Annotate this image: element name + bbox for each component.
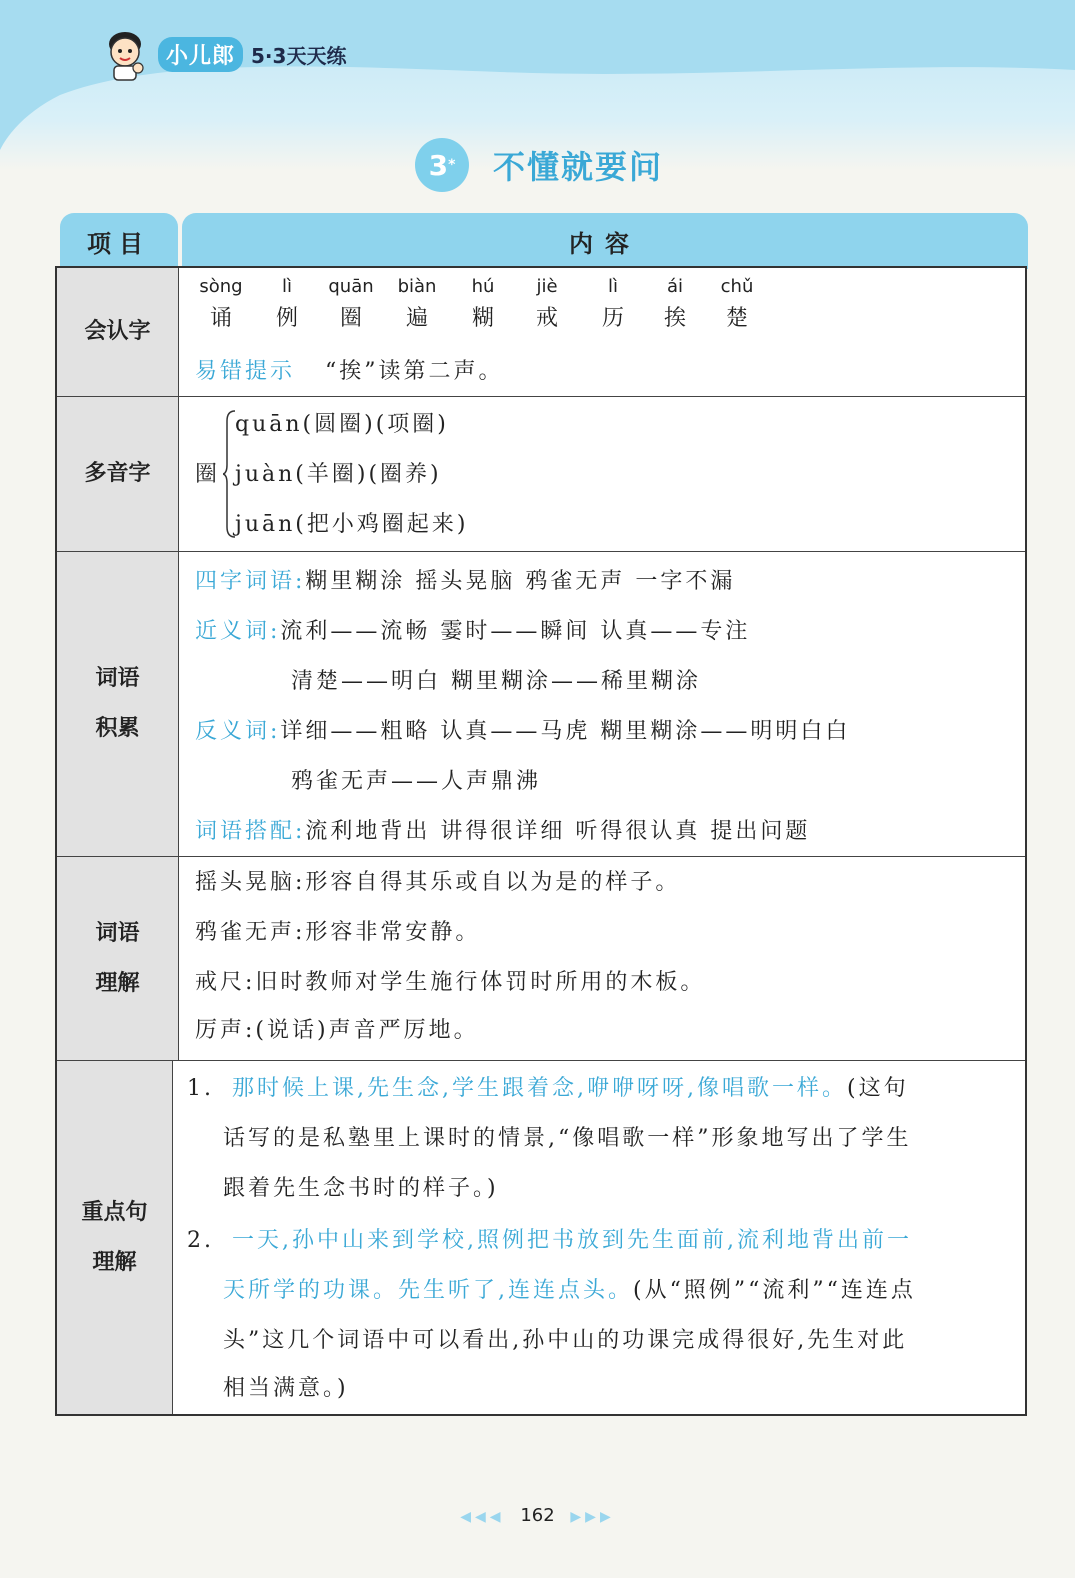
row-meaning [57,857,1025,1061]
lesson-number-mark: * [448,157,456,173]
char-pinyin: lì [607,276,618,297]
tip-text: “挨”读第二声。 [325,359,504,384]
mascot-icon [100,26,150,82]
literacy-content [195,268,1015,396]
right-arrows-icon: ▶▶▶ [570,1509,615,1525]
row-label [57,1061,173,1414]
row-label-text: 词语 [95,666,140,691]
column-header-item: 项目 [60,213,178,269]
tip-label: 易错提示 [195,359,296,384]
meaning-item: 摇头晃脑:形容自得其乐或自以为是的样子。 [195,870,681,895]
sentence-quote: 一天,孙中山来到学校,照例把书放到先生面前,流利地背出前一 [232,1228,912,1253]
row-label [57,857,179,1060]
literacy-char [583,276,643,332]
collocation-label: 词语搭配: [195,819,306,844]
sentence-number: 2. [187,1228,214,1253]
row-label-text: 积累 [95,716,140,741]
char-hanzi: 挨 [663,306,686,331]
row-label-text: 会认字 [84,319,151,344]
char-hanzi: 例 [275,306,298,331]
collocation-text: 流利地背出 讲得很详细 听得很认真 提出问题 [305,819,811,844]
char-hanzi: 戒 [535,306,558,331]
literacy-char [517,276,577,332]
char-pinyin: jiè [536,276,558,297]
meaning-item: 戒尺:旧时教师对学生施行体罚时所用的木板。 [195,970,706,995]
sentence-number: 1. [187,1076,214,1101]
synonym-text: 流利——流畅 霎时——瞬间 认真——专注 [280,619,751,644]
row-label-text: 多音字 [84,461,151,486]
meaning-item: 鸦雀无声:形容非常安静。 [195,920,481,945]
column-header-content: 内容 [182,213,1028,269]
row-label-text: 理解 [92,1249,137,1275]
row-literacy [57,268,1025,397]
literacy-char [453,276,513,332]
sentence-note: 头”这几个词语中可以看出,孙中山的功课完成得很好,先生对此 [223,1328,908,1353]
char-hanzi: 遍 [405,306,428,331]
polyphone-reading: juān(把小鸡圈起来) [235,512,469,537]
literacy-char [191,276,251,332]
lesson-title [415,140,663,190]
literacy-char [645,276,705,332]
row-label [57,552,179,856]
row-polyphone [57,397,1025,552]
table-header [60,213,1028,269]
brand-text: 5·3天天练 [251,43,347,68]
polyphone-content [195,397,1015,551]
sentence-2-line-1 [187,1223,912,1254]
char-pinyin: hú [471,276,495,297]
brand-logo: 小儿郎 [158,37,243,72]
collocation-line [195,814,810,845]
lesson-name: 不懂就要问 [493,148,664,186]
antonym-text: 详细——粗略 认真——马虎 糊里糊涂——明明白白 [280,719,851,744]
four-char-text: 糊里糊涂 摇头晃脑 鸦雀无声 一字不漏 [305,569,736,594]
four-char-line [195,564,735,595]
antonym-text: 鸦雀无声——人声鼎沸 [291,769,542,794]
left-arrows-icon: ◀◀◀ [460,1509,505,1525]
row-vocab [57,552,1025,857]
synonym-line [195,614,750,645]
sentence-1-line-1 [187,1071,909,1102]
sentence-note: 话写的是私塾里上课时的情景,“像唱歌一样”形象地写出了学生 [223,1126,912,1151]
lesson-number: 3 [428,148,449,182]
vocab-content [195,552,1015,856]
literacy-char [321,276,381,332]
literacy-char [257,276,317,332]
page-footer [0,1505,1075,1526]
char-hanzi: 诵 [209,306,232,331]
sentence-quote: 那时候上课,先生念,学生跟着念,咿咿呀呀,像唱歌一样。 [232,1076,847,1101]
meaning-content [195,857,1015,1060]
sentence-quote: 天所学的功课。先生听了,连连点头。 [223,1278,633,1303]
four-char-label: 四字词语: [195,569,306,594]
polyphone-reading: juàn(羊圈)(圈养) [235,462,442,487]
literacy-char [707,276,767,332]
polyphone-char: 圈 [195,462,221,487]
char-pinyin: lì [281,276,292,297]
char-pinyin: quān [328,276,374,297]
row-label-text: 重点句 [81,1199,148,1225]
char-pinyin: biàn [397,276,437,297]
sentence-2-line-2 [223,1273,916,1304]
row-key-sentences [57,1061,1025,1414]
study-table [55,266,1027,1416]
polyphone-reading: quān(圆圈)(项圈) [235,412,449,437]
sentence-note: 相当满意。) [223,1376,349,1401]
antonym-label: 反义词: [195,719,281,744]
synonym-label: 近义词: [195,619,281,644]
char-pinyin: chǔ [720,276,754,297]
antonym-line [195,714,850,745]
brand [100,24,346,84]
char-pinyin: sòng [199,276,243,297]
char-pinyin: ái [666,276,684,297]
char-hanzi: 楚 [725,306,748,331]
row-label [57,268,179,396]
synonym-text: 清楚——明白 糊里糊涂——稀里糊涂 [291,669,701,694]
char-hanzi: 糊 [471,306,494,331]
sentence-note: (从“照例”“流利”“连连点 [633,1278,916,1303]
literacy-char [387,276,447,332]
row-label-text: 词语 [95,920,140,946]
sentence-note: 跟着先生念书时的样子。) [223,1176,499,1201]
meaning-item: 厉声:(说话)声音严厉地。 [195,1018,479,1043]
tip-line [195,354,504,385]
sentence-note: (这句 [846,1076,909,1101]
row-label [57,397,179,551]
lesson-number-badge [415,138,469,192]
char-hanzi: 历 [601,306,624,331]
key-content [187,1061,1015,1414]
char-hanzi: 圈 [339,306,362,331]
row-label-text: 理解 [95,970,140,996]
page-number: 162 [520,1505,555,1526]
